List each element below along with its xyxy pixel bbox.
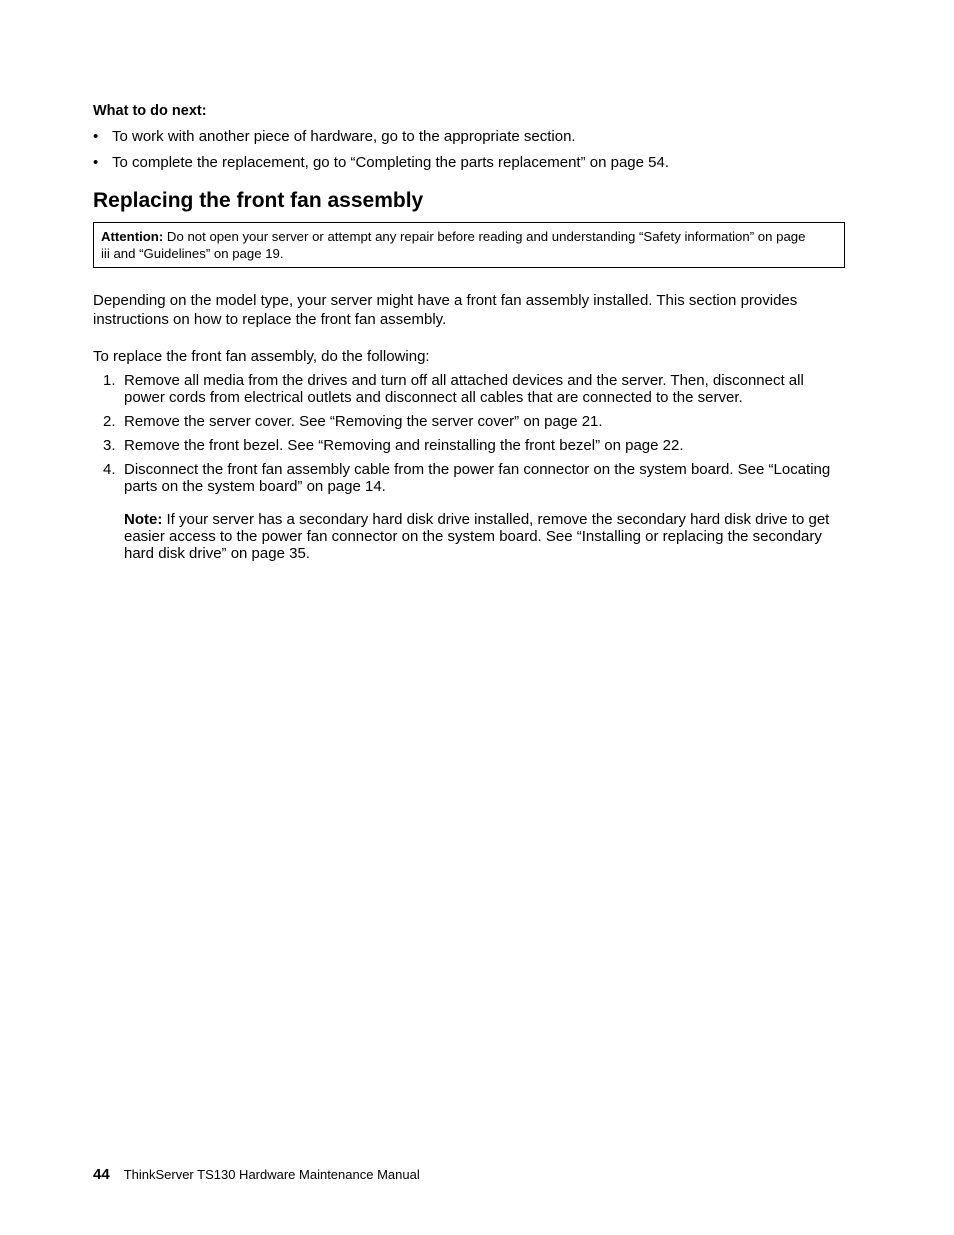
step-number: 2. — [103, 413, 116, 430]
attention-label: Attention: — [101, 229, 164, 244]
bullet-text: To work with another piece of hardware, go to the appropriate section. — [112, 128, 576, 145]
list-item — [93, 128, 845, 146]
list-item — [93, 461, 845, 495]
section-title: Replacing the front fan assembly — [93, 189, 424, 212]
step-number: 3. — [103, 437, 116, 454]
document-page — [93, 102, 845, 562]
step-text: Remove the front bezel. See “Removing and reinstalling the front bezel” on page 22. — [124, 437, 684, 454]
list-item — [93, 154, 845, 172]
page-footer — [93, 1165, 420, 1185]
next-steps-list — [93, 128, 845, 172]
list-item — [93, 372, 845, 406]
bullet-text: To complete the replacement, go to “Completing the parts replacement” on page 54. — [112, 154, 669, 171]
bullet-glyph: • — [93, 128, 99, 145]
step-text: Remove the server cover. See “Removing the server cover” on page 21. — [124, 413, 603, 430]
note-paragraph — [124, 511, 845, 562]
procedure-steps — [93, 372, 845, 495]
attention-text: Do not open your server or attempt any repair before reading and understanding “Safety information” on page iii and “Guidelines” on page 19. — [101, 229, 806, 261]
step-text: Disconnect the front fan assembly cable from the power fan connector on the system board. See “Locating parts on the system board” on page 14. — [124, 461, 831, 495]
note-label: Note: — [124, 511, 163, 528]
lead-paragraph: To replace the front fan assembly, do the following: — [93, 348, 430, 365]
bullet-glyph: • — [93, 154, 99, 171]
manual-title: ThinkServer TS130 Hardware Maintenance Manual — [123, 1167, 420, 1182]
list-item — [93, 437, 845, 454]
note-text: If your server has a secondary hard disk drive installed, remove the secondary hard disk drive to get easier access to the power fan connector on the system board. See “Installing or replacing the secondary hard disk drive” on page 35. — [124, 511, 830, 562]
step-number: 1. — [103, 372, 116, 389]
list-item — [93, 413, 845, 430]
step-number: 4. — [103, 461, 116, 478]
attention-notice — [93, 222, 845, 268]
step-text: Remove all media from the drives and turn off all attached devices and the server. Then, disconnect all power cords from electrical outlets and disconnect all cables that are connected to the server. — [124, 372, 804, 406]
intro-paragraph: Depending on the model type, your server might have a front fan assembly installed. This section provides instructions on how to replace the front fan assembly. — [93, 292, 798, 328]
page-number: 44 — [93, 1166, 110, 1183]
what-to-do-next-heading: What to do next: — [93, 103, 207, 119]
